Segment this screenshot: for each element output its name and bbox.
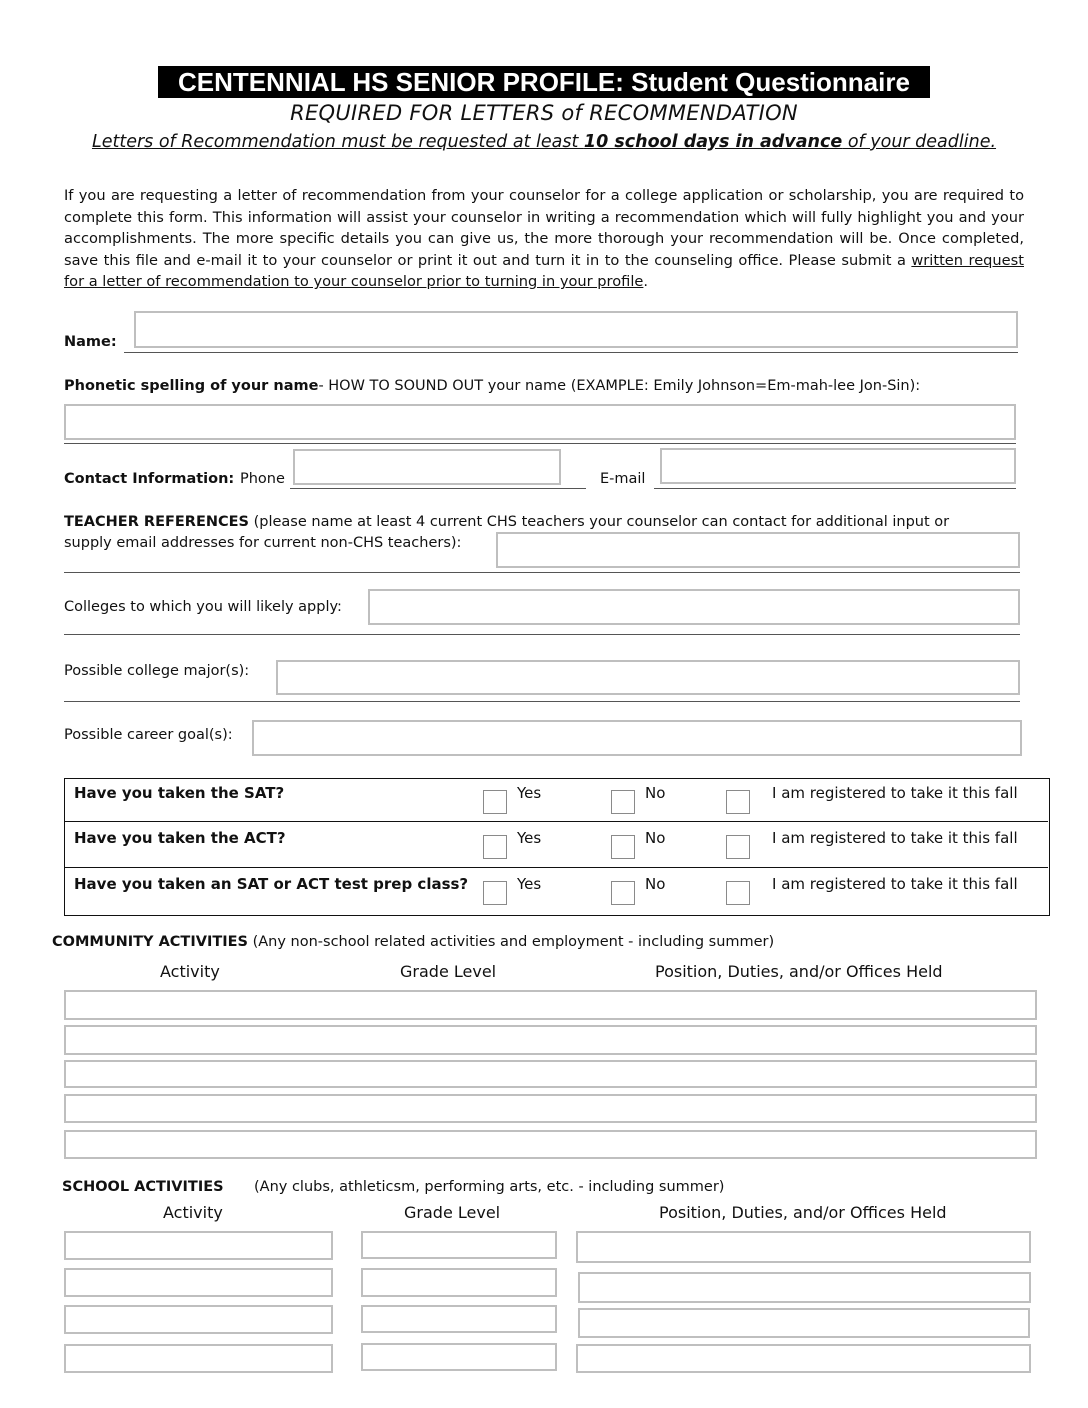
sat-question: Have you taken the SAT? [74,784,285,802]
school-grade-field[interactable] [361,1305,557,1333]
email-field[interactable] [660,448,1016,484]
act-yes-checkbox[interactable] [483,835,507,859]
colleges-label: Colleges to which you will likely apply: [64,599,342,615]
prep-yes-checkbox[interactable] [483,881,507,905]
school-position-field[interactable] [578,1308,1030,1338]
school-position-field[interactable] [578,1272,1031,1303]
sat-no-checkbox[interactable] [611,790,635,814]
phonetic-field[interactable] [64,404,1016,440]
community-row-field[interactable] [64,1130,1037,1159]
name-field[interactable] [134,311,1018,348]
community-row-field[interactable] [64,1025,1037,1055]
act-no-label: No [645,829,666,847]
school-grade-field[interactable] [361,1231,557,1259]
major-underline [64,701,1020,702]
act-registered-label: I am registered to take it this fall [772,829,1018,847]
school-col-position: Position, Duties, and/or Offices Held [659,1203,947,1222]
email-underline [654,488,1016,489]
phone-label: Phone [240,471,285,487]
sat-registered-checkbox[interactable] [726,790,750,814]
prep-no-checkbox[interactable] [611,881,635,905]
deadline-notice [0,132,1088,152]
school-activity-field[interactable] [64,1344,333,1373]
school-grade-field[interactable] [361,1268,557,1297]
prep-yes-label: Yes [517,875,542,893]
intro-end: . [643,273,649,290]
phonetic-label: Phonetic spelling of your name- HOW TO SOUND OUT your name (EXAMPLE: Emily Johnson=Em-mah-lee Jon-Sin): [64,378,921,394]
school-activity-field[interactable] [64,1268,333,1297]
community-col-grade: Grade Level [400,962,497,981]
community-row-field[interactable] [64,1060,1037,1088]
act-question: Have you taken the ACT? [74,829,286,847]
deadline-bold: 10 school days in advance [583,132,843,152]
school-activities-heading: SCHOOL ACTIVITIES [62,1179,224,1195]
prep-no-label: No [645,875,666,893]
act-yes-label: Yes [517,829,542,847]
sat-yes-label: Yes [517,784,542,802]
school-activity-field[interactable] [64,1231,333,1260]
page-subtitle: REQUIRED FOR LETTERS of RECOMMENDATION [290,101,798,125]
community-row-field[interactable] [64,990,1037,1020]
intro-text: If you are requesting a letter of recommendation from your counselor for a college application or scholarship, you are required to complete this form. This information will assist your counselor in writing a recommendation which will fully highlight you and your accomplishments. The more specific details you can give us, the more thorough your recommendation will be. Once completed, save this file and e-mail it to your counselor or print it out and turn it in to the counseling office. Please submit a [64,187,1024,269]
school-activities-subheading: (Any clubs, athleticsm, performing arts, etc. - including summer) [254,1179,725,1195]
teacher-references-label-line2: supply email addresses for current non-CHS teachers): [64,535,462,551]
prep-class-question: Have you taken an SAT or ACT test prep class? [74,875,469,893]
school-col-grade: Grade Level [404,1203,501,1222]
school-activity-field[interactable] [64,1305,333,1334]
name-label: Name: [64,334,117,350]
teacher-underline [64,572,1020,573]
contact-label: Contact Information: [64,471,235,487]
prep-registered-checkbox[interactable] [726,881,750,905]
act-no-checkbox[interactable] [611,835,635,859]
sat-no-label: No [645,784,666,802]
teacher-references-label: TEACHER REFERENCES (please name at least 4 current CHS teachers your counselor can contact for additional input or [64,514,950,530]
deadline-post: of your deadline. [842,132,997,152]
school-col-activity: Activity [163,1203,223,1222]
phone-field[interactable] [293,449,561,485]
sat-registered-label: I am registered to take it this fall [772,784,1018,802]
intro-paragraph [64,185,1024,293]
test-questions-table [64,778,1050,916]
major-field[interactable] [276,660,1020,695]
school-position-field[interactable] [576,1231,1031,1263]
career-label: Possible career goal(s): [64,727,233,743]
community-row-field[interactable] [64,1094,1037,1123]
major-label: Possible college major(s): [64,663,250,679]
career-field[interactable] [252,720,1022,756]
name-underline [124,352,1018,353]
phonetic-underline [64,443,1016,444]
community-col-activity: Activity [160,962,220,981]
email-label: E-mail [600,471,646,487]
community-col-position: Position, Duties, and/or Offices Held [655,962,943,981]
act-registered-checkbox[interactable] [726,835,750,859]
intro-underlined: written request for a letter of recommendation to your counselor prior to turning in your profile [64,251,1024,290]
tests-divider-1 [65,821,1048,822]
prep-registered-label: I am registered to take it this fall [772,875,1018,893]
community-activities-heading: COMMUNITY ACTIVITIES (Any non-school related activities and employment - including summer) [52,934,775,950]
school-grade-field[interactable] [361,1343,557,1371]
colleges-underline [64,634,1020,635]
colleges-field[interactable] [368,589,1020,625]
page-title: CENTENNIAL HS SENIOR PROFILE: Student Questionnaire [158,66,930,98]
teacher-references-field[interactable] [496,532,1020,568]
school-position-field[interactable] [576,1344,1031,1373]
tests-divider-2 [65,867,1048,868]
phone-underline [290,488,586,489]
sat-yes-checkbox[interactable] [483,790,507,814]
deadline-pre: Letters of Recommendation must be requested at least [91,132,584,152]
